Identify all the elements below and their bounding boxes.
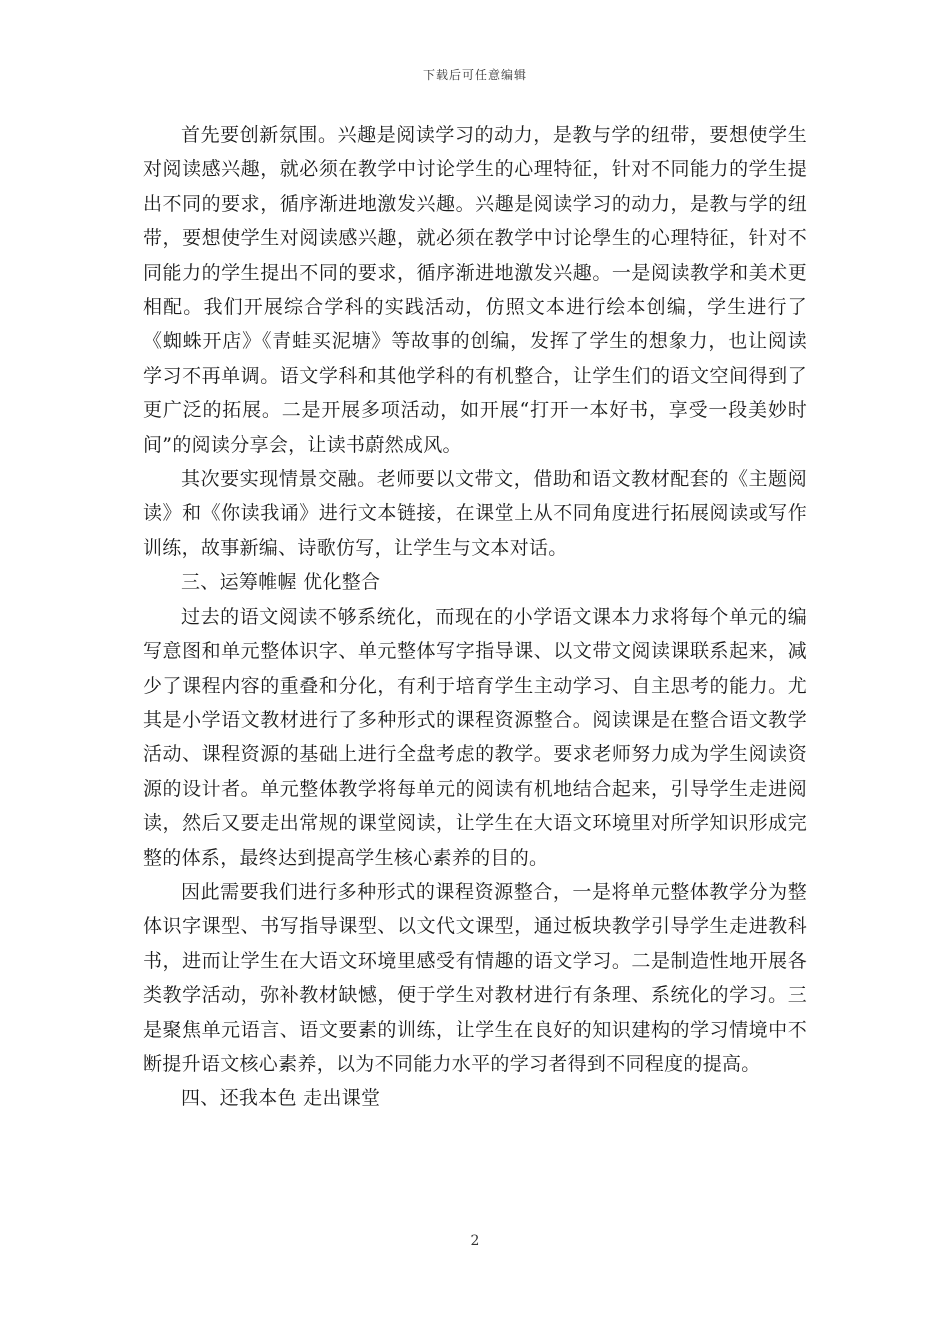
paragraph-resources: 因此需要我们进行多种形式的课程资源整合，一是将单元整体教学分为整体识字课型、书写指导课型、以文代文课型，通过板块教学引导学生走进教科书，进而让学生在大语文环境里感受有情趣的语文学习。二是制造性地开展各类教学活动，弥补教材缺憾，便于学生对教材进行有条理、系统化的学习。三是聚焦单元语言、语文要素的训练，让学生在良好的知识建构的学习情境中不断提升语文核心素养，以为不同能力水平的学习者得到不同程度的提高。 [143,880,807,1075]
page-header: 下载后可任意编辑 [422,68,527,82]
document-body [143,118,807,1116]
paragraph-scene-fusion: 其次要实现情景交融。老师要以文带文，借助和语文教材配套的《主题阅读》和《你读我诵》进行文本链接，在课堂上从不同角度进行拓展阅读或写作训练，故事新编、诗歌仿写，让学生与文本对话。 [143,468,807,559]
section-heading-three: 三、运筹帷幄 优化整合 [181,571,381,594]
paragraph-integration: 过去的语文阅读不够系统化，而现在的小学语文课本力求将每个单元的编写意图和单元整体识字、单元整体写字指导课、以文带文阅读课联系起来，减少了课程内容的重叠和分化，有利于培育学生主动学习、自主思考的能力。尤其是小学语文教材进行了多种形式的课程资源整合。阅读课是在整合语文教学活动、课程资源的基础上进行全盘考虑的教学。要求老师努力成为学生阅读资源的设计者。单元整体教学将每单元的阅读有机地结合起来，引导学生走进阅读，然后又要走出常规的课堂阅读，让学生在大语文环境里对所学知识形成完整的体系，最终达到提高学生核心素养的目的。 [143,605,807,869]
page-number: 2 [470,1233,480,1249]
paragraph-interest: 首先要创新氛围。兴趣是阅读学习的动力，是教与学的纽带，要想使学生对阅读感兴趣，就必须在教学中讨论学生的心理特征，针对不同能力的学生提出不同的要求，循序渐进地激发兴趣。兴趣是阅读学习的动力，是教与学的纽带，要想使学生对阅读感兴趣，就必须在教学中讨论學生的心理特征，针对不同能力的学生提出不同的要求，循序渐进地激发兴趣。一是阅读教学和美术更相配。我们开展综合学科的实践活动，仿照文本进行绘本创编，学生进行了《蜘蛛开店》《青蛙买泥塘》等故事的创编，发挥了学生的想象力，也让阅读学习不再单调。语文学科和其他学科的有机整合，让学生们的语文空间得到了更广泛的拓展。二是开展多项活动，如开展“打开一本好书，享受一段美妙时间”的阅读分享会，让读书蔚然成风。 [143,124,807,456]
section-heading-four: 四、还我本色 走出课堂 [181,1087,381,1110]
